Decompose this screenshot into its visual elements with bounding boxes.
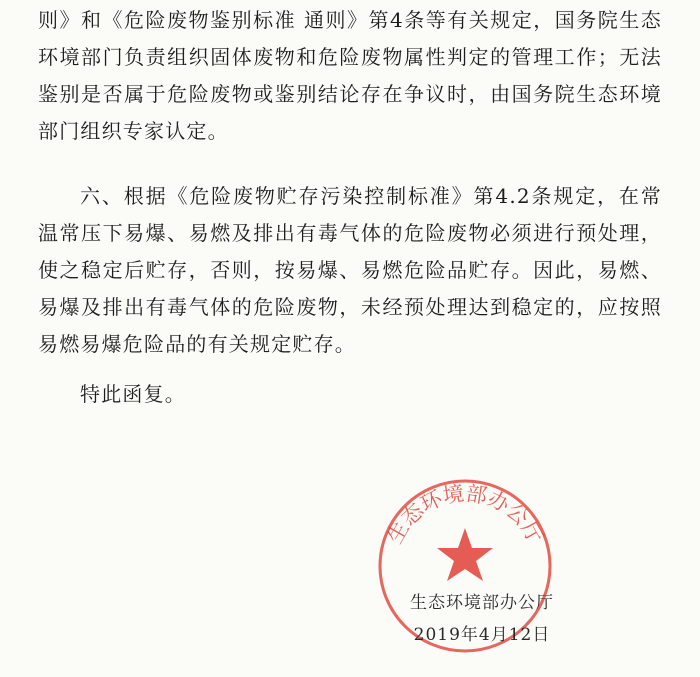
seal-star-icon xyxy=(437,528,493,581)
signature-date: 2019年4月12日 xyxy=(413,625,551,645)
body-paragraph-1: 则》和《危险废物鉴别标准 通则》第4条等有关规定，国务院生态环境部门负责组织固体废物和危险废物属性判定的管理工作；无法鉴别是否属于危险废物或鉴别结论存在争议时，由国务院生态环境部门组织专家认定。 xyxy=(38,8,662,143)
closing-remark: 特此函复。 xyxy=(80,382,186,406)
body-paragraph-2: 六、根据《危险废物贮存污染控制标准》第4.2条规定，在常温常压下易爆、易燃及排出有毒气体的危险废物必须进行预处理，使之稳定后贮存，否则，按易爆、易燃危险品贮存。因此，易燃、易爆及排出有毒气体的危险废物，未经预处理达到稳定的，应按照易燃易爆危险品的有关规定贮存。 xyxy=(38,184,662,356)
seal-text: 生态环境部办公厅 xyxy=(382,481,548,548)
signature-organization: 生态环境部办公厅 xyxy=(410,593,554,613)
